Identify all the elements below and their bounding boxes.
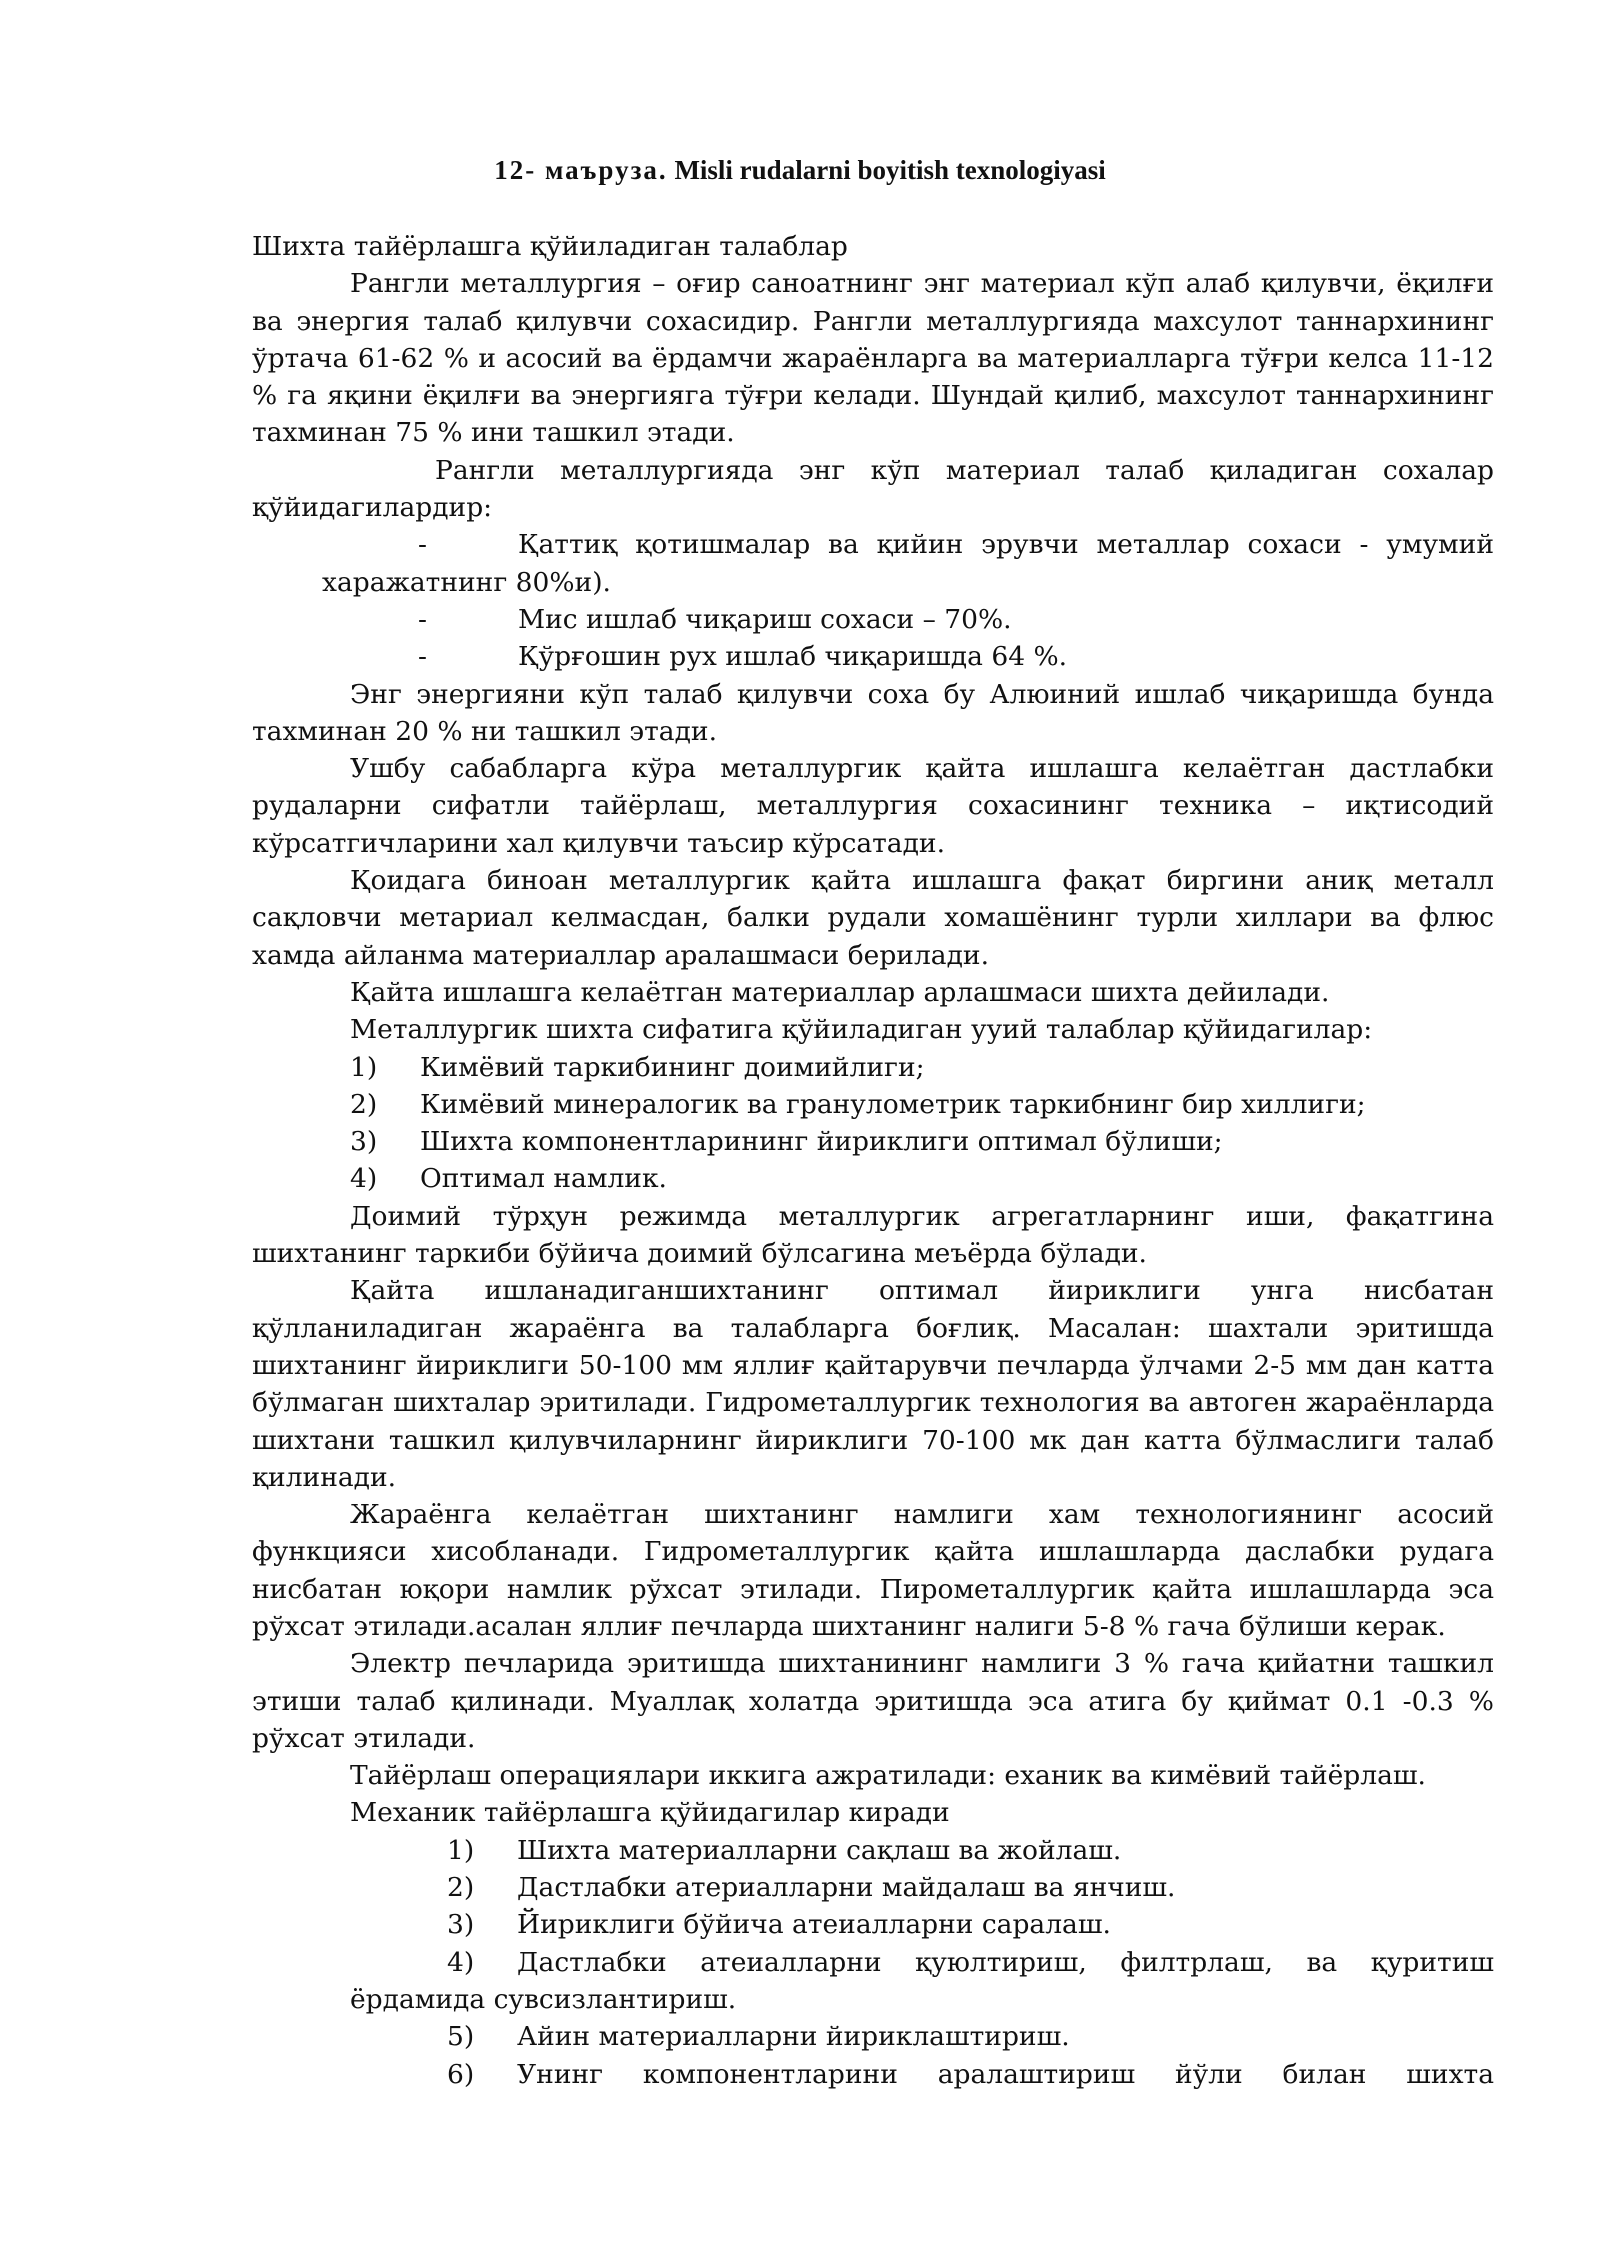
paragraph-6: Қайта ишлашга келаётган материаллар арлашмаси шихта дейилади.: [350, 976, 1330, 1008]
list-item-text: Шихта материалларни сақлаш ва жойлаш.: [517, 1834, 1122, 1866]
list-marker: 1): [350, 1051, 378, 1083]
list-item-text: Қаттиқ қотишмалар ва қийин эрувчи металлар сохаси - умумий: [518, 529, 1494, 561]
page-title: [0, 152, 1600, 188]
list-marker: 3): [350, 1126, 378, 1158]
list-marker: -: [418, 603, 427, 635]
document-body: [252, 228, 1494, 2093]
list-item-text: Айин материалларни йириклаштириш.: [517, 2021, 1070, 2053]
list-item-text: Оптимал намлик.: [420, 1163, 667, 1195]
list-marker: -: [418, 529, 427, 561]
list-marker: 5): [447, 2021, 475, 2053]
list-item-text: Унинг компонентларини аралаштириш йўли билан шихта: [517, 2058, 1494, 2090]
paragraph-11: Электр печларида эритишда шихтанининг намлиги 3 % гача қийатни ташкил этиши талаб қилинади. Муаллақ холатда эритишда эса атига бу қиймат 0.1 -0.3 % рўхсат этилади.: [252, 1648, 1494, 1754]
list-item: [252, 638, 1494, 675]
paragraph-13: Механик тайёрлашга қўйидагилар киради: [350, 1797, 950, 1829]
list-item-continuation: ёрдамида сувсизлантириш.: [350, 1983, 737, 2015]
list-item: [252, 1049, 1494, 1086]
list-item-text: Дастлабки атеиалларни қуюлтириш, филтрлаш, ва қуритиш: [517, 1946, 1494, 1978]
list-item: [252, 601, 1494, 638]
list-item: [252, 2018, 1494, 2055]
dash-list: [252, 526, 1494, 675]
list-item: [252, 2056, 1494, 2093]
list-item-text: Мис ишлаб чиқариш сохаси – 70%.: [518, 603, 1012, 635]
paragraph-3: Энг энергияни кўп талаб қилувчи соха бу Алюиний ишлаб чиқаришда бунда тахминан 20 % ни ташкил этади.: [252, 678, 1494, 747]
list-item: [252, 1123, 1494, 1160]
list-item-text: Кимёвий таркибининг доимийлиги;: [420, 1051, 925, 1083]
list-marker: 2): [350, 1088, 378, 1120]
list-item-text: Йириклиги бўйича атеиалларни саралаш.: [517, 1909, 1111, 1941]
requirements-list: [252, 1049, 1494, 1198]
paragraph-1: Рангли металлургия – оғир саноатнинг энг материал кўп алаб қилувчи, ёқилғи ва энергия талаб қилувчи сохасидир. Рангли металлургияда махсулот таннархининг ўртача 61-62 % и асосий ва ёрдамчи жараёнларга ва материалларга тўғри келса 11-12 % га яқини ёқилғи ва энергияга тўғри келади. Шундай қилиб, махсулот таннархининг тахминан 75 % ини ташкил этади.: [252, 268, 1494, 449]
list-item-text: Дастлабки атериалларни майдалаш ва янчиш.: [517, 1872, 1176, 1904]
list-item: [252, 1160, 1494, 1197]
paragraph-5: Қоидага биноан металлургик қайта ишлашга фақат биргини аниқ металл сақловчи метариал келмасдан, балки рудали хомашёнинг турли хиллари ва флюс хамда айланма материаллар аралашмаси берилади.: [252, 865, 1494, 971]
list-item-text: Кимёвий минералогик ва гранулометрик таркибнинг бир хиллиги;: [420, 1088, 1366, 1120]
mechanical-preparation-list: [252, 1832, 1494, 2093]
list-item-text: Қўрғошин рух ишлаб чиқаришда 64 %.: [518, 641, 1068, 673]
paragraph-10: Жараёнга келаётган шихтанинг намлиги хам технологиянинг асосий функцияси хисобланади. Гидрометаллургик қайта ишлашларда даслабки рудага нисбатан юқори намлик рўхсат этилади. Пирометаллургик қайта ишлашларда эса рўхсат этилади.асалан яллиғ печларда шихтанинг налиги 5-8 % гача бўлиши керак.: [252, 1499, 1494, 1642]
paragraph-7: Металлургик шихта сифатига қўйиладиган ууий талаблар қўйидагилар:: [350, 1014, 1373, 1046]
list-item: [252, 1906, 1494, 1943]
paragraph-9: Қайта ишланадиганшихтанинг оптимал йириклиги унга нисбатан қўлланиладиган жараёнга ва талабларга боғлиқ. Масалан: шахтали эритишда шихтанинг йириклиги 50-100 мм яллиғ қайтарувчи печларда ўлчами 2-5 мм дан катта бўлмаган шихталар эритилади. Гидрометаллургик технология ва автоген жараёнларда шихтани ташкил қилувчиларнинг йириклиги 70-100 мк дан катта бўлмаслиги талаб қилинади.: [252, 1275, 1494, 1493]
list-item-continuation: харажатнинг 80%и).: [322, 566, 611, 598]
paragraph-12: Тайёрлаш операциялари иккига ажратилади: еханик ва кимёвий тайёрлаш.: [350, 1760, 1426, 1792]
list-item: [252, 1944, 1494, 1981]
list-item: [252, 1832, 1494, 1869]
lecture-number: 12- маъруза.: [494, 155, 668, 185]
list-item: [252, 526, 1494, 563]
lecture-title: Misli rudalarni boyitish texnologiyasi: [674, 155, 1106, 185]
list-marker: 4): [447, 1946, 475, 1978]
section-heading: Шихта тайёрлашга қўйиладиган талаблар: [252, 231, 848, 262]
list-marker: 3): [447, 1909, 475, 1941]
paragraph-4: Ушбу сабабларга кўра металлургик қайта ишлашга келаётган дастлабки рудаларни сифатли тайёрлаш, металлургия сохасининг техника – иқтисодий кўрсатгичларини хал қилувчи таъсир кўрсатади.: [252, 753, 1494, 859]
list-item: [252, 1869, 1494, 1906]
paragraph-8: Доимий тўрҳун режимда металлургик агрегатларнинг иши, фақатгина шихтанинг таркиби бўйича доимий бўлсагина меъёрда бўлади.: [252, 1200, 1494, 1270]
paragraph-2: Рангли металлургияда энг кўп материал талаб қиладиган сохалар қўйидагилардир:: [252, 454, 1494, 524]
list-marker: -: [418, 641, 427, 673]
list-item-text: Шихта компонентларининг йириклиги оптимал бўлиши;: [420, 1126, 1223, 1158]
list-marker: 1): [447, 1834, 475, 1866]
list-item: [252, 1086, 1494, 1123]
list-marker: 2): [447, 1872, 475, 1904]
list-marker: 4): [350, 1163, 378, 1195]
list-marker: 6): [447, 2058, 475, 2090]
